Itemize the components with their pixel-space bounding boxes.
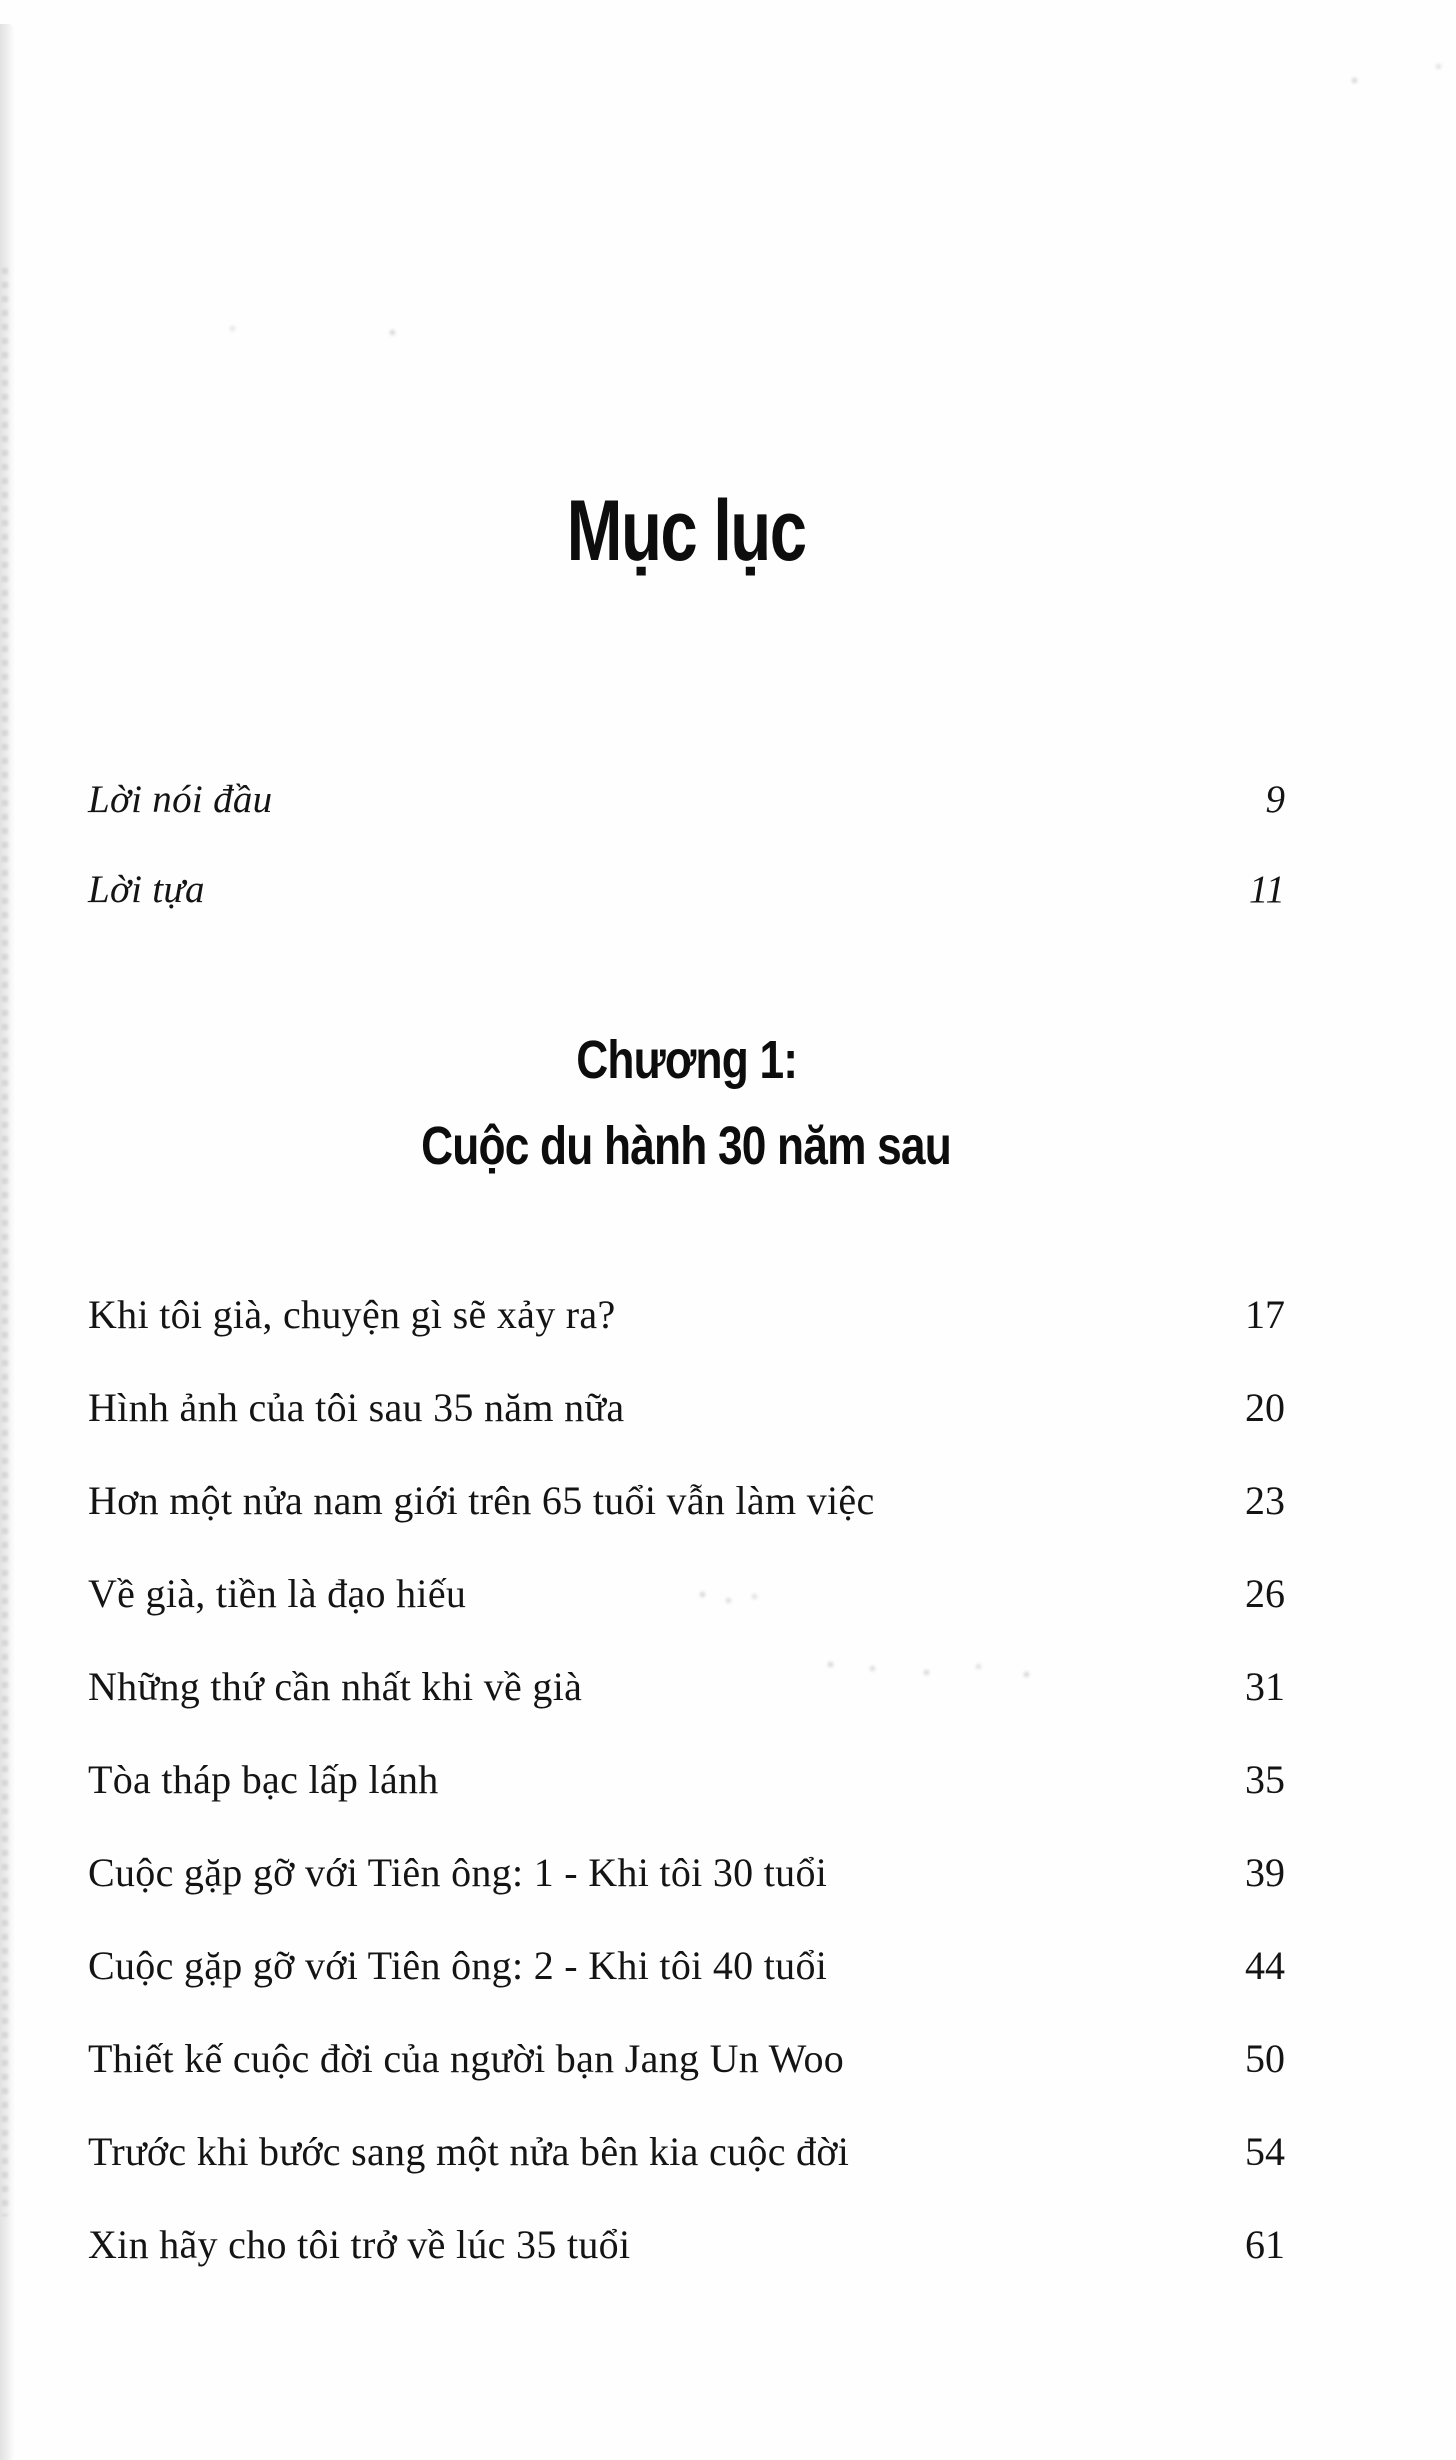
page-title	[88, 483, 1285, 579]
front-matter-label: Lời nói đầu	[88, 778, 273, 821]
entry-label: Những thứ cần nhất khi về già	[88, 1664, 583, 1709]
front-matter-row	[88, 777, 1285, 823]
front-matter-label: Lời tựa	[88, 868, 205, 911]
entry-label: Thiết kế cuộc đời của người bạn Jang Un Woo	[88, 2036, 845, 2081]
toc-entry	[88, 2035, 1285, 2083]
toc-entry	[88, 1942, 1285, 1990]
entry-label: Về già, tiền là đạo hiếu	[88, 1571, 467, 1616]
scan-smudge	[1352, 78, 1357, 83]
toc-entry	[88, 1384, 1285, 1432]
entry-page-number: 44	[1245, 1943, 1285, 1988]
chapter-title-line: Cuộc du hành 30 năm sau	[421, 1116, 952, 1176]
toc-entry	[88, 1756, 1285, 1804]
toc-entry	[88, 1477, 1285, 1525]
entry-label: Cuộc gặp gỡ với Tiên ông: 2 - Khi tôi 40 tuổi	[88, 1943, 828, 1988]
entry-label: Hơn một nửa nam giới trên 65 tuổi vẫn làm việc	[88, 1478, 875, 1523]
entry-page-number: 26	[1245, 1571, 1285, 1616]
toc-entry	[88, 1663, 1285, 1711]
entry-label: Khi tôi già, chuyện gì sẽ xảy ra?	[88, 1292, 616, 1337]
toc-entries	[88, 1291, 1285, 2269]
entry-page-number: 20	[1245, 1385, 1285, 1430]
entry-page-number: 31	[1245, 1664, 1285, 1709]
entry-page-number: 17	[1245, 1292, 1285, 1337]
entry-label: Trước khi bước sang một nửa bên kia cuộc đời	[88, 2129, 850, 2174]
entry-page-number: 50	[1245, 2036, 1285, 2081]
chapter-number-line: Chương 1:	[576, 1030, 797, 1090]
entry-page-number: 23	[1245, 1478, 1285, 1523]
toc-entry	[88, 1291, 1285, 1339]
entry-label: Cuộc gặp gỡ với Tiên ông: 1 - Khi tôi 30 tuổi	[88, 1850, 828, 1895]
front-matter-row	[88, 867, 1285, 913]
page-title-text: Mục lục	[567, 483, 806, 579]
front-matter-page-number: 9	[1265, 778, 1285, 821]
toc-entry	[88, 2221, 1285, 2269]
scan-smudge	[390, 330, 395, 335]
front-matter-page-number: 11	[1248, 868, 1285, 911]
entry-page-number: 39	[1245, 1850, 1285, 1895]
entry-page-number: 61	[1245, 2222, 1285, 2267]
page-edge-shadow	[0, 24, 15, 2460]
entry-label: Hình ảnh của tôi sau 35 năm nữa	[88, 1385, 625, 1430]
front-matter-section	[88, 777, 1285, 913]
entry-label: Tòa tháp bạc lấp lánh	[88, 1757, 439, 1802]
entry-page-number: 35	[1245, 1757, 1285, 1802]
toc-entry	[88, 1570, 1285, 1618]
entry-page-number: 54	[1245, 2129, 1285, 2174]
chapter-heading	[88, 1030, 1285, 1176]
scan-smudge	[700, 1592, 705, 1597]
toc-entry	[88, 1849, 1285, 1897]
scan-smudge	[828, 1662, 833, 1667]
entry-label: Xin hãy cho tôi trở về lúc 35 tuổi	[88, 2222, 631, 2267]
toc-entry	[88, 2128, 1285, 2176]
